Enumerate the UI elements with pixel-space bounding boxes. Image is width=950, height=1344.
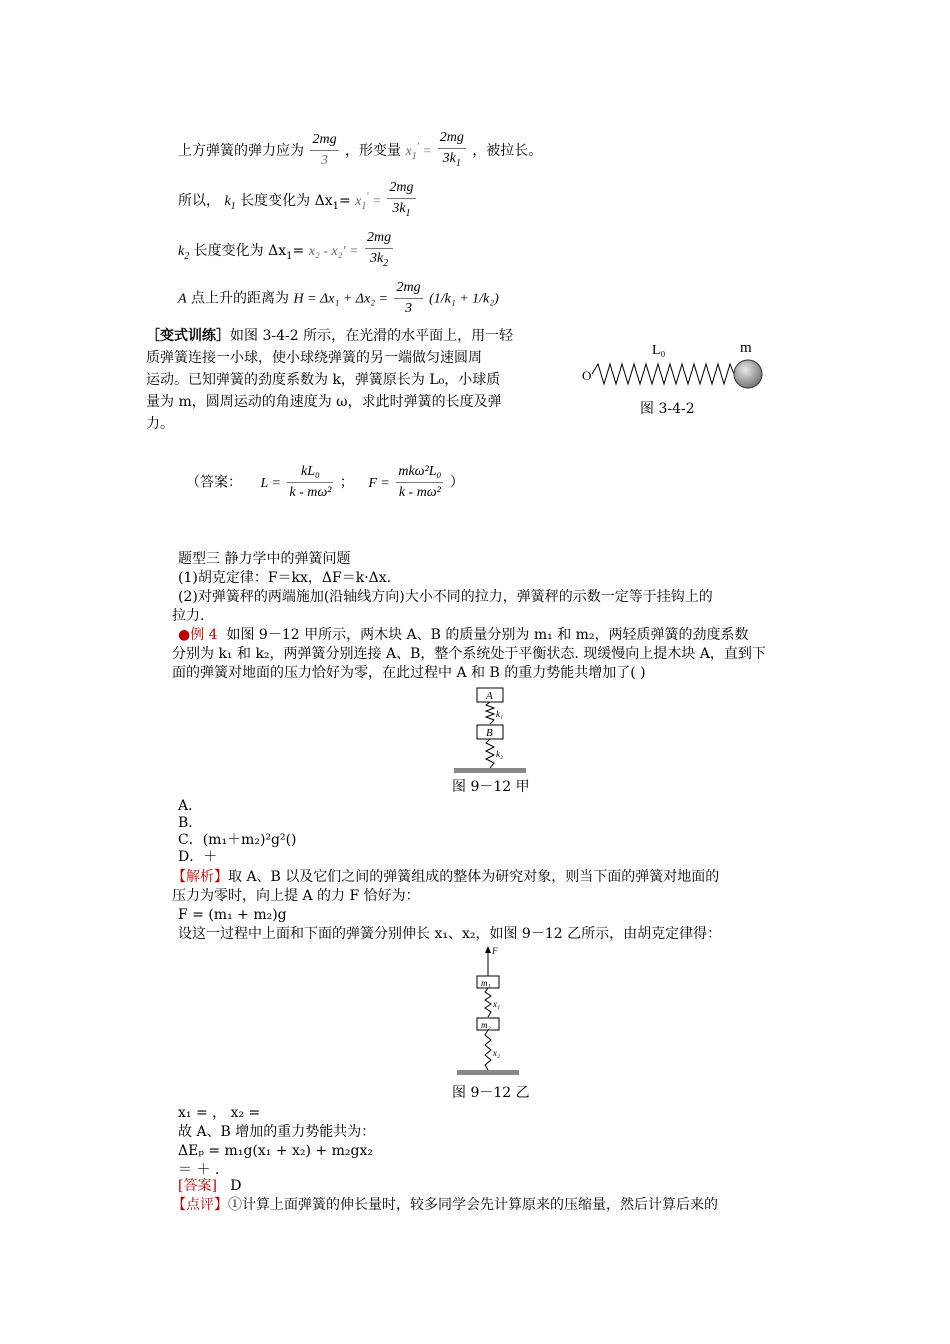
equals: = <box>423 143 432 159</box>
option-D: D．＋ <box>178 849 218 865</box>
variant-line-4: 量为 m，圆周运动的角速度为 ω，求此时弹簧的长度及弹 <box>146 394 502 410</box>
answer-line <box>178 1177 242 1196</box>
derivation-line-2 <box>178 178 418 224</box>
variant-line-1: ［变式训练］如图 3-4-2 所示，在光滑的水平面上，用一轻 <box>146 328 514 344</box>
analysis-line-7: ΔEₚ = m₁g(x₁ + x₂) + m₂gx₂ <box>178 1143 373 1159</box>
text: ） <box>449 474 464 491</box>
arrow-head <box>485 946 491 953</box>
text: 上方弹簧的弹力应为 <box>178 142 304 159</box>
spring-x1 <box>485 988 491 1017</box>
variant-answer <box>186 462 464 503</box>
label-B: B <box>486 727 493 739</box>
fraction <box>310 130 338 171</box>
variable: $k_2$ <box>178 243 190 262</box>
analysis-line-6: 故 A、B 增加的重力势能共为： <box>178 1124 376 1140</box>
fraction: $\frac{\text{mkω²L₀}}{\text{k - mω²}}$ <box>398 464 442 500</box>
variable: $x_1'$ <box>355 191 369 212</box>
text: ，被拉长。 <box>472 142 543 159</box>
spring-x2 <box>485 1030 491 1070</box>
analysis-line-8: ＝ ＋ . <box>178 1162 220 1178</box>
label-L0: L₀ <box>652 343 666 358</box>
example4-line-1: ●例 4 如图 9－12 甲所示，两木块 A、B 的质量分别为 m₁ 和 m₂，两轻质弹簧的劲度系数 <box>178 627 749 643</box>
example4 <box>172 626 766 683</box>
comment-line <box>172 1196 718 1215</box>
spring-k2 <box>486 739 494 768</box>
derivation-line-3 <box>178 228 395 274</box>
ground <box>454 768 526 773</box>
variant-line-2: 质弹簧连接一小球，使小球绕弹簧的另一端做匀速圆周 <box>146 350 482 366</box>
label-m2: m₂ <box>481 1020 491 1030</box>
section3-point2-cont: 拉力. <box>172 608 205 624</box>
variable: $\Delta x_1$ <box>314 192 339 212</box>
variable: $k_1$ <box>224 193 236 212</box>
caption-9-12-jia: 图 9－12 甲 <box>452 779 530 795</box>
section3-point1: (1)胡克定律：F＝kx，ΔF＝k·Δx. <box>178 570 392 586</box>
label-k2: k₂ <box>496 749 504 759</box>
option-A: A． <box>178 798 203 814</box>
text: 长度变化为 <box>240 192 311 209</box>
variant-tag: ［变式训练］ <box>146 328 230 344</box>
section3 <box>178 550 713 607</box>
figure-9-12-jia <box>450 686 530 776</box>
label-F: F <box>492 946 498 956</box>
label-O: O <box>582 368 592 383</box>
expression: x₂ - x₂′ = <box>308 243 359 259</box>
label-A: A <box>486 690 493 702</box>
options <box>178 798 297 866</box>
text: （答案： <box>186 474 242 491</box>
option-B: B． <box>178 815 203 831</box>
ball <box>734 360 762 388</box>
denominator: 3 <box>321 153 329 169</box>
equals: = <box>292 242 305 259</box>
analysis-line-2: 压力为零时，向上提 A 的力 F 恰好为： <box>172 888 420 904</box>
equals: = <box>373 193 381 209</box>
analysis-line-5: x₁ = ， x₂ = <box>178 1105 261 1121</box>
figure-9-12-yi <box>455 944 525 1084</box>
label-k1: k₁ <box>496 709 504 719</box>
caption-9-12-yi: 图 9－12 乙 <box>452 1085 530 1101</box>
text: ； <box>339 474 354 491</box>
spring <box>592 364 734 384</box>
analysis-cont <box>178 1104 375 1180</box>
comment-tag: 【点评】 <box>172 1197 228 1213</box>
example4-line-3: 面的弹簧对地面的压力恰好为零，在此过程中 A 和 B 的重力势能共增加了( ) <box>172 665 646 681</box>
expression: F = <box>368 475 390 491</box>
text: 所以， <box>178 192 220 209</box>
text: 点上升的距离为 <box>191 290 290 307</box>
fraction: $\frac{2mg}{3}$ <box>396 280 421 316</box>
spring-k1 <box>486 702 494 724</box>
numerator: 2mg <box>310 130 338 151</box>
fraction: $\frac{\text{kL₀}}{\text{k - mω²}}$ <box>289 464 332 500</box>
variant-line-5: 力。 <box>146 416 174 432</box>
derivation-line-1 <box>178 128 542 174</box>
answer-tag: [答案] <box>178 1178 217 1194</box>
section3-point2: (2)对弹簧秤的两端施加(沿轴线方向)大小不同的拉力，弹簧秤的示数一定等于挂钩上的 <box>178 589 713 605</box>
analysis-line-3: F = (m₁ + m₂)g <box>178 907 287 923</box>
text: ，形变量 <box>345 142 402 159</box>
option-C: C．(m₁＋m₂)²g²() <box>178 832 297 848</box>
caption-3-4-2: 图 3-4-2 <box>640 401 695 417</box>
label-m1: m₁ <box>481 978 491 988</box>
analysis-tag: 【解析】 <box>172 869 228 885</box>
example4-line-2: 分别为 k₁ 和 k₂，两弹簧分别连接 A、B，整个系统处于平衡状态. 现缓慢向上提木块 A，直到下 <box>172 646 766 662</box>
derivation-line-4 <box>178 278 499 319</box>
comment-text: ①计算上面弹簧的伸长量时，较多同学会先计算原来的压缩量，然后计算后来的 <box>228 1197 718 1213</box>
variable: $\Delta x_1$ <box>268 242 293 262</box>
expression: H = Δx₁ + Δx₂ = <box>293 291 389 307</box>
label-m: m <box>740 340 752 356</box>
analysis-line-1: 【解析】取 A、B 以及它们之间的弹簧组成的整体为研究对象，则当下面的弹簧对地面的 <box>172 869 720 885</box>
fraction: $\frac{2mg}{3k_1}$ <box>389 180 414 219</box>
figure-3-4-2 <box>580 340 780 400</box>
fraction: $\frac{2mg}{3k_2}$ <box>367 230 392 269</box>
ground <box>457 1070 519 1075</box>
label-x2: x₂ <box>493 1048 501 1058</box>
equals: = <box>338 192 351 209</box>
variable: A <box>178 291 187 307</box>
fraction: $\frac{2mg}{3k_1}$ <box>439 130 464 169</box>
expression: L = <box>260 475 281 491</box>
label-x1: x₁ <box>493 999 501 1009</box>
answer-value: D <box>230 1178 242 1194</box>
variable: $x_1'$ <box>405 141 419 162</box>
variant-paragraph <box>146 325 566 435</box>
expression: (1/k₁ + 1/k₂) <box>429 291 499 307</box>
text: 长度变化为 <box>193 242 264 259</box>
analysis-line-4: 设这一过程中上面和下面的弹簧分别伸长 x₁、x₂，如图 9－12 乙所示，由胡克定律得： <box>178 926 722 942</box>
variant-line-3: 运动。已知弹簧的劲度系数为 k，弹簧原长为 L₀，小球质 <box>146 372 501 388</box>
section3-title: 题型三 静力学中的弹簧问题 <box>178 551 351 567</box>
analysis <box>172 868 721 944</box>
example4-tag: ●例 4 <box>178 627 218 643</box>
